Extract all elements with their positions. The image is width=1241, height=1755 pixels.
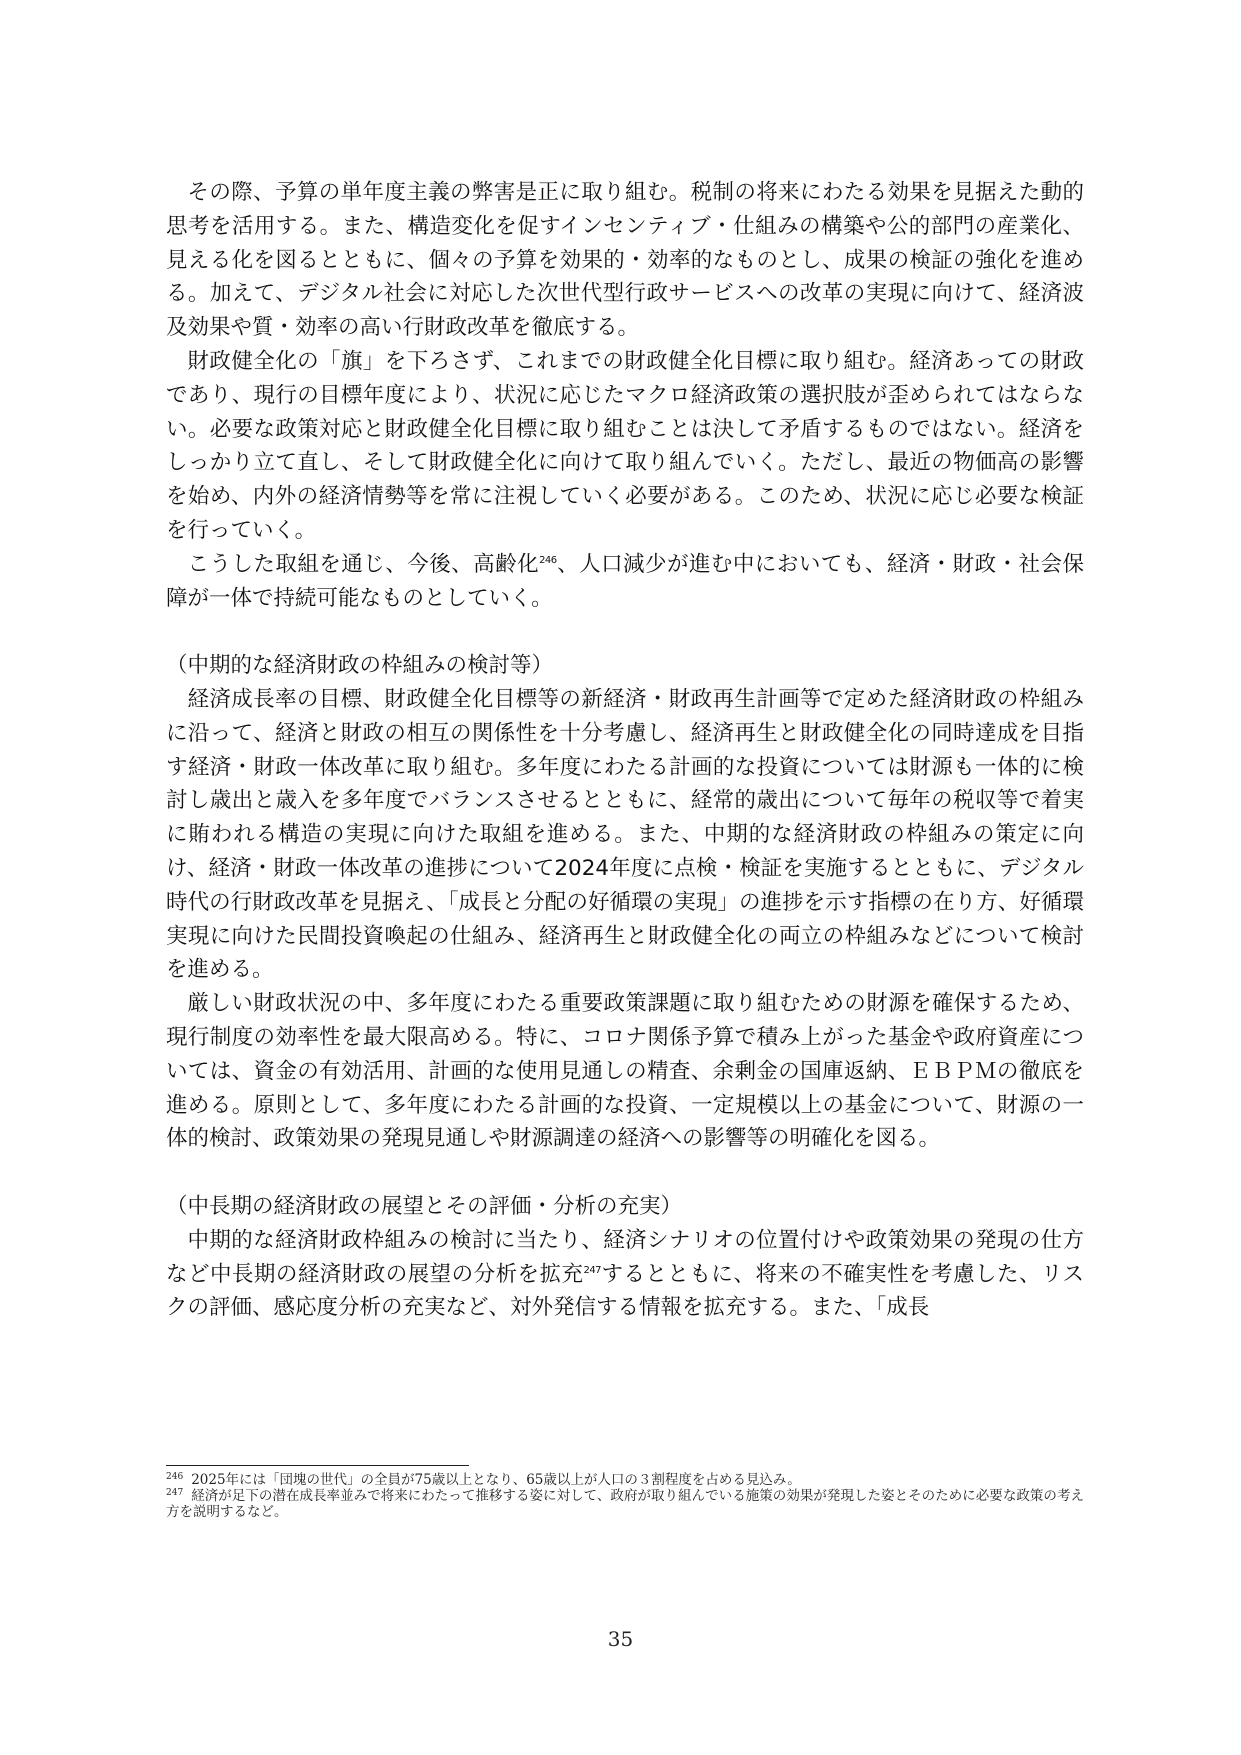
footnote-number: 247 [166, 1487, 184, 1498]
paragraph-fiscal-consolidation: 財政健全化の「旗」を下ろさず、これまでの財政健全化目標に取り組む。経済あっての財政であり、現行の目標年度により、状況に応じたマクロ経済政策の選択肢が歪められてはならない。必要な政策対応と財政健全化目標に取り組むことは決して矛盾するものではない。経済をしっかり立て直し、そして財政健全化に向けて取り組んでいく。ただし、最近の物価高の影響を始め、内外の経済情勢等を常に注視していく必要がある。このため、状況に応じ必要な検証を行っていく。 [166, 348, 1084, 543]
paragraph-sustainability [166, 548, 1084, 616]
paragraph-gap [166, 615, 1084, 649]
section-heading-medium-term-framework: （中期的な経済財政の枠組みの検討等） [166, 653, 554, 679]
paragraph-funding-efficiency: 厳しい財政状況の中、多年度にわたる重要政策課題に取り組むための財源を確保するため、現行制度の効率性を最大限高める。特に、コロナ関係予算で積み上がった基金や政府資産については、資金の有効活用、計画的な使用見通しの精査、余剰金の国庫返納、ＥＢＰＭの徹底を進める。原則として、多年度にわたる計画的な投資、一定規模以上の基金について、財源の一体的検討、政策効果の発現見通しや財源調達の経済への影響等の明確化を図る。 [166, 991, 1084, 1152]
paragraph-text: 、人口減少が進む中においても、経済・財政・社会保障が一体で持続可能なものとしていく。 [166, 551, 1084, 611]
paragraph-text: するとともに、将来の不確実性を考慮した、リスクの評価、感応度分析の充実など、対外発信する情報を拡充する。また、「成長 [166, 1261, 1084, 1321]
page-number: 35 [607, 1627, 634, 1651]
paragraph-budget-reform: その際、予算の単年度主義の弊害是正に取り組む。税制の将来にわたる効果を見据えた動的思考を活用する。また、構造変化を促すインセンティブ・仕組みの構築や公的部門の産業化、見える化を図るとともに、個々の予算を効果的・効率的なものとし、成果の検証の強化を進める。加えて、デジタル社会に対応した次世代型行政サービスへの改革の実現に向けて、経済波及効果や質・効率の高い行財政改革を徹底する。 [166, 180, 1084, 341]
footnote-text: 経済が足下の潜在成長率並みで将来にわたって推移する姿に対して、政府が取り組んでいる施策の効果が発現した姿とそのために必要な政策の考え方を説明するなど。 [166, 1488, 1084, 1520]
paragraph-text: 中期的な経済財政枠組みの検討に当たり、経済シナリオの位置付けや政策効果の発現の仕方など中長期の経済財政の展望の分析を拡充 [166, 1227, 1084, 1287]
footnote-number: 246 [166, 1471, 184, 1482]
paragraph-text: こうした取組を通じ、今後、高齢化 [187, 551, 540, 577]
footnote-reference: 247 [583, 1264, 602, 1276]
paragraph-integrated-reform: 経済成長率の目標、財政健全化目標等の新経済・財政再生計画等で定めた経済財政の枠組みに沿って、経済と財政の相互の関係性を十分考慮し、経済再生と財政健全化の同時達成を目指す経済・財政一体改革に取り組む。多年度にわたる計画的な投資については財源も一体的に検討し歳出と歳入を多年度でバランスさせるとともに、経常的歳出について毎年の税収等で着実に賄われる構造の実現に向けた取組を進める。また、中期的な経済財政の枠組みの策定に向け、経済・財政一体改革の進捗について2024年度に点検・検証を実施するとともに、デジタル時代の行財政改革を見据え、「成長と分配の好循環の実現」の進捗を示す指標の在り方、好循環実現に向けた民間投資喚起の仕組み、経済再生と財政健全化の両立の枠組みなどについて検討を進める。 [166, 686, 1084, 983]
footnotes [166, 1472, 1084, 1520]
footnote-246 [166, 1472, 1084, 1488]
footnote-text: 2025年には「団塊の世代」の全員が75歳以上となり、65歳以上が人口の３割程度を占める見込み。 [191, 1472, 801, 1488]
footnote-divider [166, 1465, 469, 1466]
footnote-247 [166, 1488, 1084, 1520]
paragraph-gap [166, 1156, 1084, 1190]
paragraph-outlook-analysis [166, 1224, 1084, 1325]
footnote-reference: 246 [539, 554, 557, 566]
section-heading-long-term-outlook: （中長期の経済財政の展望とその評価・分析の充実） [166, 1193, 683, 1219]
body-text [166, 176, 1084, 1325]
